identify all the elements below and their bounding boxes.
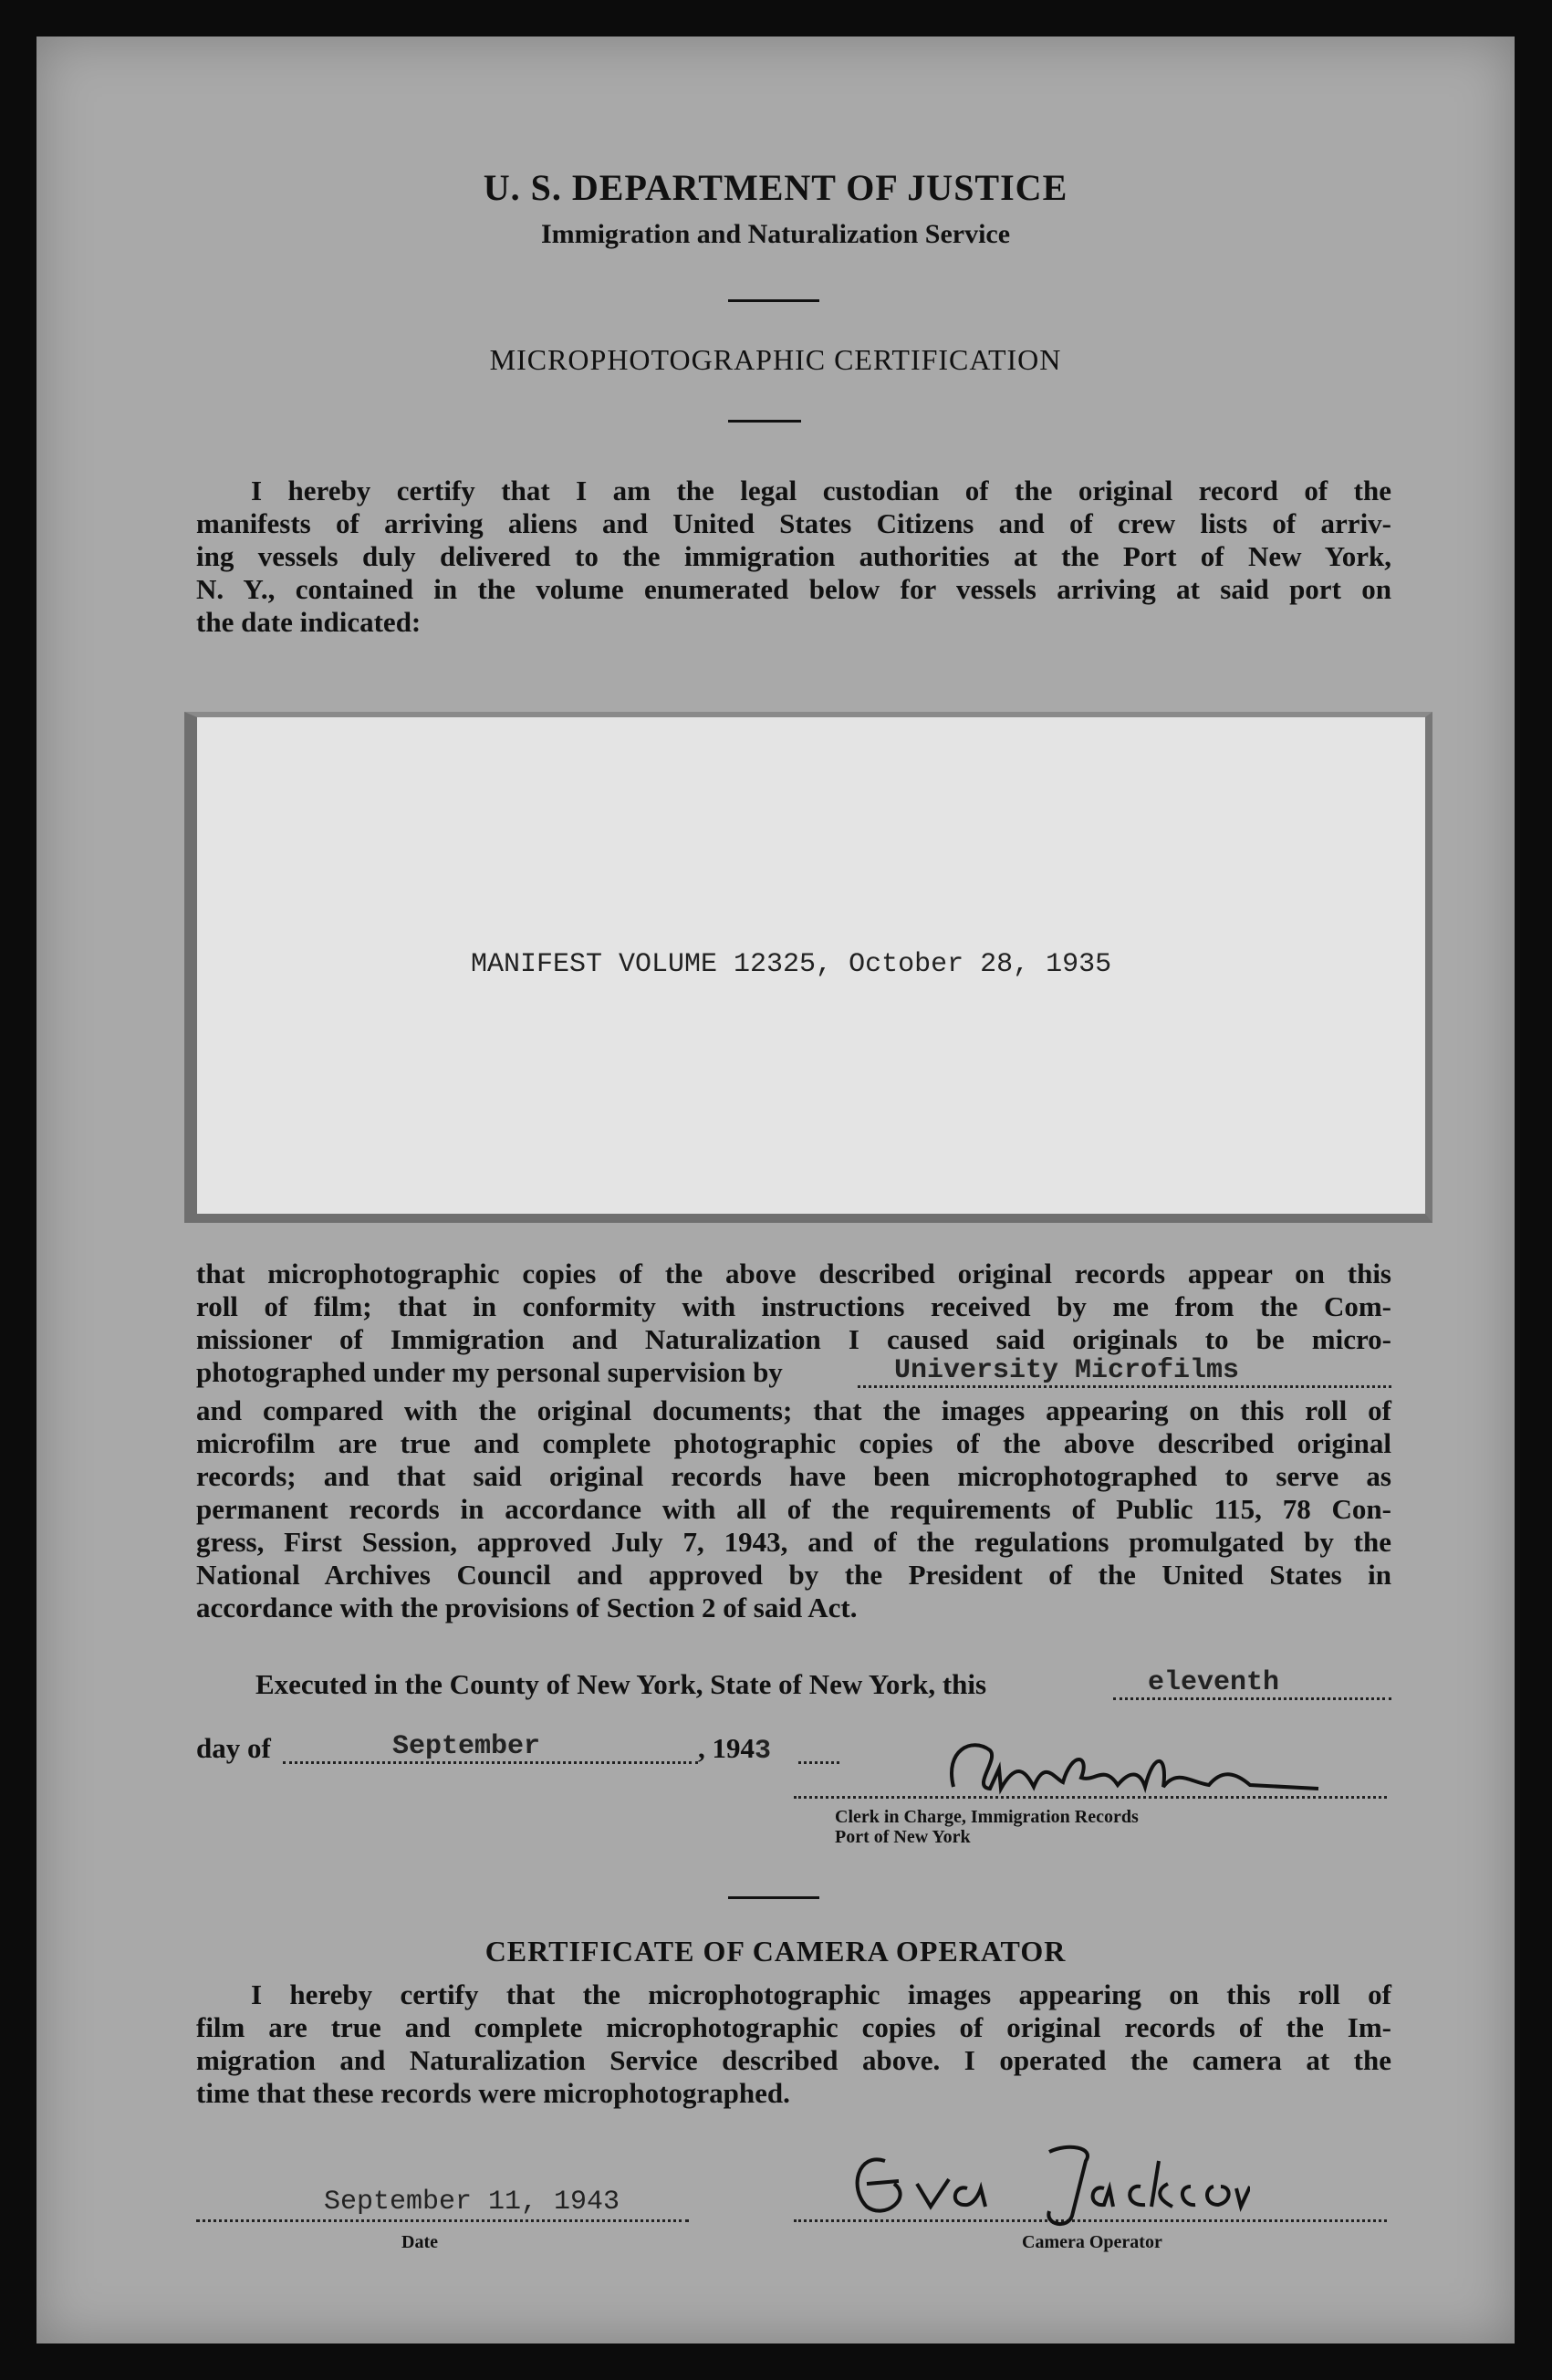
paragraph-line: I hereby certify that I am the legal custodian of the original record of the (251, 475, 1391, 506)
day-field[interactable] (1113, 1667, 1391, 1700)
clerk-signature (935, 1732, 1337, 1805)
paragraph-line: manifests of arriving aliens and United States Citizens and of crew lists of arriv- (196, 507, 1391, 539)
paragraph-line: the date indicated: (196, 606, 422, 638)
paragraph-line: migration and Naturalization Service described above. I operated the camera at the (196, 2044, 1391, 2076)
date-label: Date (401, 2232, 438, 2252)
divider (728, 420, 801, 423)
manifest-entry: MANIFEST VOLUME 12325, October 28, 1935 (471, 949, 1112, 980)
paragraph-line: film are true and complete microphotographic copies of original records of the Im- (196, 2011, 1391, 2043)
divider (728, 299, 819, 302)
camera-operator-paragraph (196, 1978, 1391, 2110)
month-field[interactable] (283, 1731, 698, 1764)
year-label (698, 1732, 771, 1768)
paragraph-line: records; and that said original records have been microphotographed to serve as (196, 1460, 1391, 1492)
year-prefix: , 194 (698, 1732, 755, 1764)
supervisor-value: University Microfilms (894, 1355, 1240, 1386)
month-value: September (392, 1731, 541, 1762)
paragraph-line: and compared with the original documents; that the images appearing on this roll of (196, 1394, 1391, 1426)
operator-signature (830, 2134, 1250, 2234)
service-subheading: Immigration and Naturalization Service (540, 219, 1011, 249)
execution-prefix: Executed in the County of New York, State of New York, this (255, 1668, 987, 1700)
day-word-value: eleventh (1148, 1667, 1280, 1698)
certification-paragraph (196, 475, 1391, 639)
operator-label: Camera Operator (1022, 2232, 1162, 2252)
execution-line (255, 1668, 1391, 1705)
camera-operator-title: CERTIFICATE OF CAMERA OPERATOR (484, 1935, 1067, 1968)
paragraph-line: N. Y., contained in the volume enumerated below for vessels arriving at said port on (196, 573, 1391, 605)
certification-title: MICROPHOTOGRAPHIC CERTIFICATION (489, 343, 1062, 376)
date-field[interactable] (196, 2187, 689, 2222)
year-dots (798, 1736, 839, 1764)
day-of-label: day of (196, 1732, 271, 1764)
supervision-prefix: photographed under my personal supervision by (196, 1356, 783, 1388)
paragraph-line: permanent records in accordance with all of the requirements of Public 115, 78 Con- (196, 1493, 1391, 1525)
manifest-insert-card (184, 712, 1432, 1223)
paragraph-line: microfilm are true and complete photographic copies of the above described original (196, 1427, 1391, 1459)
paragraph-line: accordance with the provisions of Section 2 of said Act. (196, 1592, 858, 1623)
divider (728, 1896, 819, 1899)
paragraph-line: gress, First Session, approved July 7, 1943, and of the regulations promulgated by the (196, 1526, 1391, 1558)
paragraph-line: ing vessels duly delivered to the immigration authorities at the Port of New York, (196, 540, 1391, 572)
year-digit: 3 (755, 1736, 772, 1767)
date-value: September 11, 1943 (324, 2187, 620, 2218)
paragraph-line: that microphotographic copies of the above described original records appear on this (196, 1258, 1391, 1289)
clerk-location: Port of New York (835, 1827, 971, 1847)
certificate-page (36, 37, 1515, 2343)
paragraph-line: National Archives Council and approved by the President of the United States in (196, 1559, 1391, 1591)
paragraph-line: roll of film; that in conformity with instructions received by me from the Com- (196, 1290, 1391, 1322)
body-paragraph (196, 1258, 1391, 1624)
department-heading: U. S. DEPARTMENT OF JUSTICE (483, 167, 1068, 208)
paragraph-line: I hereby certify that the microphotographic images appearing on this roll of (251, 1978, 1391, 2010)
supervisor-field[interactable] (858, 1355, 1391, 1388)
paragraph-line: time that these records were microphotographed. (196, 2077, 790, 2109)
paragraph-line: missioner of Immigration and Naturalization I caused said originals to be micro- (196, 1323, 1391, 1355)
clerk-title: Clerk in Charge, Immigration Records (835, 1807, 1139, 1827)
date-line (196, 1732, 853, 1769)
supervision-line (196, 1356, 1391, 1394)
